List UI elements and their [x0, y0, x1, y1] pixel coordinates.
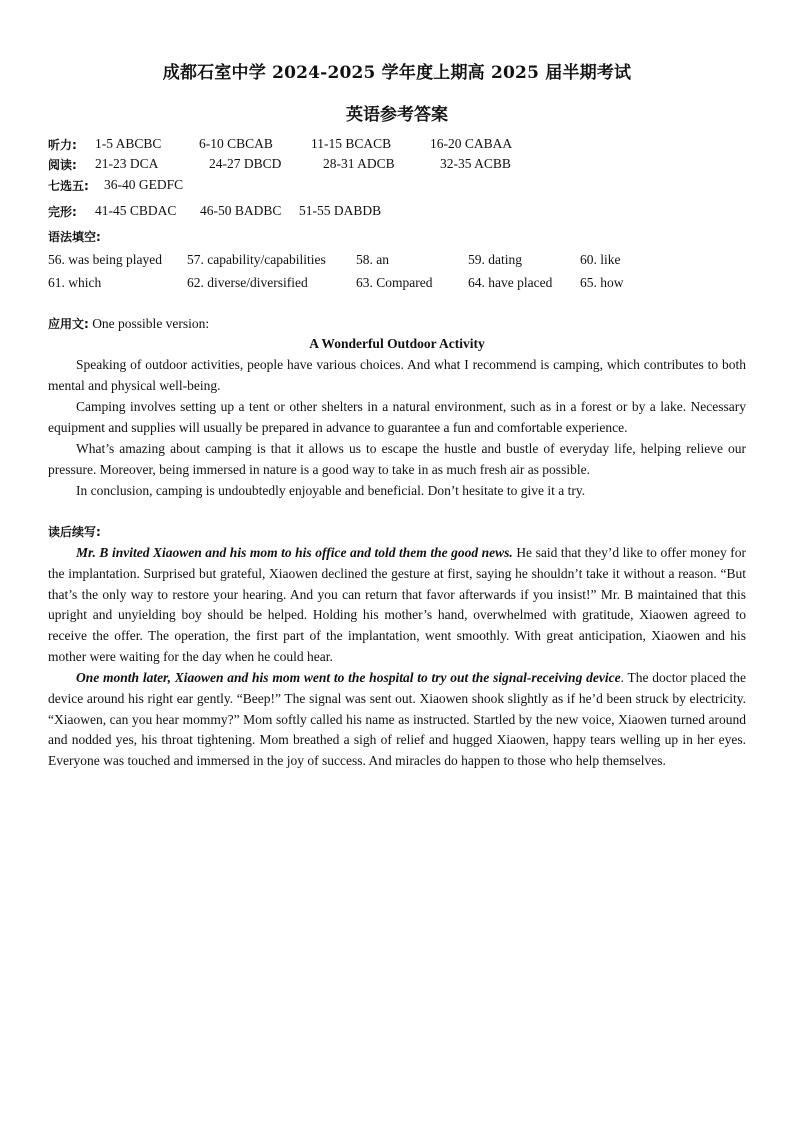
essay-paragraph-1: Speaking of outdoor activities, people have various choices. And what I recommend is camping, which contributes to both mental and physical well-being. [48, 357, 746, 393]
reading-group-2: 24-27 DBCD [209, 156, 282, 171]
continuation-paragraph-1-body: He said that they’d like to offer money for the implantation. Surprised but grateful, Xiaowen declined the gesture at first, saying he shouldn’t take it without a reason. “But that’s the only way to restore your hearing. And you can return that favor afterwards if you insist!” Mr. B maintained that this upright and unyielding boy should be helped. Holding his mother’s hand, overwhelmed with gratitude, Xiaowen agreed to receive the offer. The operation, the first part of the implantation, went smoothly. With great anticipation, Xiaowen and his mother were waiting for the day when he could hear. [48, 545, 746, 664]
cloze-group-1: 41-45 CBDAC [95, 203, 177, 218]
application-intro: One possible version: [92, 316, 210, 331]
listening-group-2: 6-10 CBCAB [199, 136, 273, 151]
reading-label: 阅读: [48, 158, 77, 172]
continuation-paragraph-2-lead: One month later, Xiaowen and his mom went to the hospital to try out the signal-receiving device [76, 670, 621, 685]
continuation-paragraph-1-lead: Mr. B invited Xiaowen and his mom to his office and told them the good news. [76, 545, 513, 560]
grammar-answer-63: 63. Compared [356, 275, 433, 290]
application-label: 应用文: [48, 317, 89, 331]
reading-group-3: 28-31 ADCB [323, 156, 395, 171]
essay-paragraph-4: In conclusion, camping is undoubtedly enjoyable and beneficial. Don’t hesitate to give it a try. [76, 483, 586, 498]
grammar-answer-62: 62. diverse/diversified [187, 275, 308, 290]
seven-choose-five-answers [48, 177, 184, 194]
grammar-answer-56: 56. was being played [48, 252, 162, 267]
cloze-group-3: 51-55 DABDB [299, 203, 382, 218]
essay-paragraph-3: What’s amazing about camping is that it allows us to escape the hustle and bustle of everyday life, helping relieve our pressure. Moreover, being immersed in nature is a good way to take in as much fresh air as possible. [48, 441, 746, 477]
continuation-section [48, 523, 101, 540]
continuation-label: 读后续写: [48, 525, 101, 539]
grammar-fill-section [48, 228, 101, 245]
listening-group-4: 16-20 CABAA [430, 136, 513, 151]
continuation-paragraph-2 [48, 668, 746, 772]
grammar-answer-57: 57. capability/capabilities [187, 252, 326, 267]
cloze-answers [48, 203, 382, 220]
application-section [48, 315, 209, 332]
essay-title: A Wonderful Outdoor Activity [309, 336, 485, 351]
cloze-label: 完形: [48, 205, 77, 219]
cloze-group-2: 46-50 BADBC [200, 203, 282, 218]
listening-label: 听力: [48, 138, 77, 152]
grammar-answer-65: 65. how [580, 275, 624, 290]
page-subtitle: 英语参考答案 [346, 105, 448, 125]
seven-choose-five-label: 七选五: [48, 179, 89, 193]
reading-answers [48, 156, 511, 173]
grammar-answer-64: 64. have placed [468, 275, 553, 290]
listening-group-1: 1-5 ABCBC [95, 136, 162, 151]
seven-choose-five-group-1: 36-40 GEDFC [104, 177, 184, 192]
grammar-answer-58: 58. an [356, 252, 389, 267]
reading-group-1: 21-23 DCA [95, 156, 159, 171]
grammar-answer-60: 60. like [580, 252, 621, 267]
continuation-paragraph-2-body: . The doctor placed the device around his right ear gently. “Beep!” The signal was sent out. Xiaowen shook slightly as if he’d been struck by electricity. “Xiaowen, can you hear mommy?” Mom softly called his name as instructed. Startled by the new voice, Xiaowen turned around and nodded yes, his throat tightening. Mom breathed a sigh of relief and hugged Xiaowen, happy tears welling up in her eyes. Everyone was touched and immersed in the joy of success. And miracles do happen to those who help themselves. [48, 670, 746, 769]
reading-group-4: 32-35 ACBB [440, 156, 511, 171]
page-title: 成都石室中学 2024-2025 学年度上期高 2025 届半期考试 [162, 63, 632, 83]
listening-group-3: 11-15 BCACB [311, 136, 392, 151]
listening-answers [48, 136, 513, 153]
grammar-answer-61: 61. which [48, 275, 102, 290]
grammar-fill-label: 语法填空: [48, 230, 101, 244]
essay-paragraph-2: Camping involves setting up a tent or other shelters in a natural environment, such as in a forest or by a lake. Necessary equipment and supplies will usually be prepared in advance to guarantee a fun and comfortable experience. [48, 399, 746, 435]
continuation-paragraph-1 [48, 543, 746, 668]
grammar-answer-59: 59. dating [468, 252, 522, 267]
